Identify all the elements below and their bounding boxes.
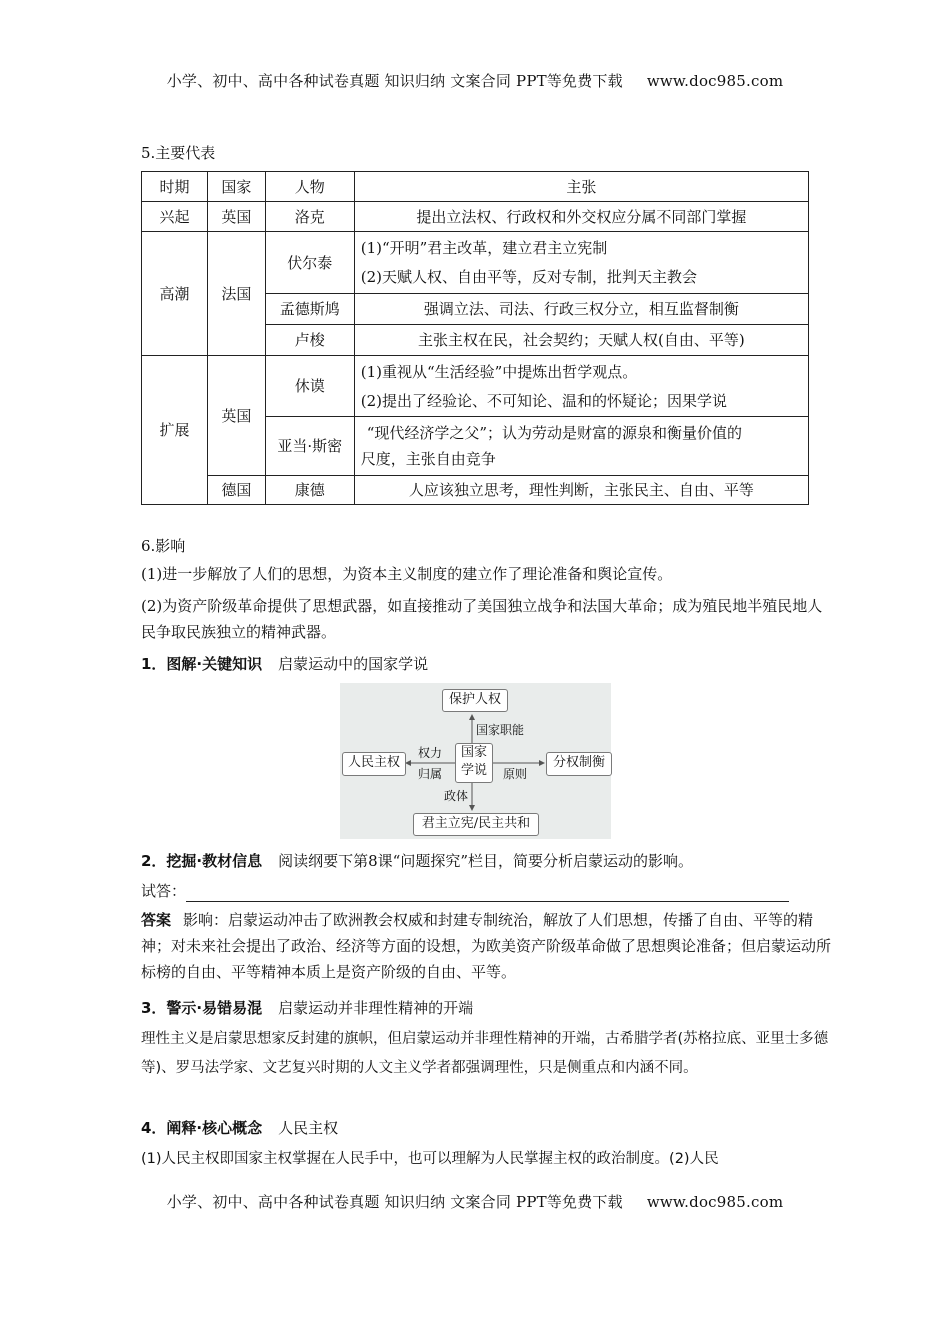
item-2-text: 阅读纲要下第8课“问题探究”栏目，简要分析启蒙运动的影响。 [278,852,694,870]
item-3-text: 启蒙运动并非理性精神的开端 [278,999,474,1017]
box-state-theory [455,743,493,783]
country-cell: 德国 [207,476,265,505]
table-row [142,202,809,232]
try-label: 试答： [141,882,187,900]
person-cell: 卢梭 [265,325,354,356]
item-3-body: 理性主义是启蒙思想家反封建的旗帜，但启蒙运动并非理性精神的开端，古希腊学者(苏格拉底、亚里士多德等)、罗马法学家、文艺复兴时期的人文主义学者都强调理性，只是侧重点和内涵不同。 [141,1031,829,1076]
label-polity: 政体 [444,789,469,803]
item-3-label: 3．警示·易错易混 [141,999,263,1017]
period-cell: 扩展 [142,356,208,505]
answer-blank[interactable] [186,885,789,902]
table-header-row [142,172,809,202]
representatives-table [141,171,809,505]
header-text: 小学、初中、高中各种试卷真题 知识归纳 文案合同 PPT等免费下载 [166,72,623,90]
table-row [142,232,809,294]
period-cell: 高潮 [142,232,208,356]
person-cell: 康德 [265,476,354,505]
page-header [0,70,950,91]
person-cell: 休谟 [265,356,354,417]
label-power-belong-2: 归属 [418,767,443,781]
box-government-form: 君主立宪/民主共和 [413,813,539,836]
claim-cell [354,417,808,476]
label-state-function: 国家职能 [476,723,525,737]
claim-cell: 人应该独立思考，理性判断，主张民主、自由、平等 [354,476,808,505]
claim-cell: 强调立法、司法、行政三权分立，相互监督制衡 [354,294,808,325]
item-4-heading [141,1117,821,1139]
country-cell: 英国 [207,202,265,232]
table-row [142,356,809,417]
section-6-para-1: (1)进一步解放了人们的思想，为资本主义制度的建立作了理论准备和舆论宣传。 [141,565,673,583]
item-1-text: 启蒙运动中的国家学说 [278,655,429,673]
col-header-claim: 主张 [354,172,808,202]
section-6-para-2: (2)为资产阶级革命提供了思想武器，如直接推动了美国独立战争和法国大革命；成为殖民地半殖民地人民争取民族独立的精神武器。 [141,597,823,641]
footer-text: 小学、初中、高中各种试卷真题 知识归纳 文案合同 PPT等免费下载 [166,1193,623,1211]
claim-cell: 主张主权在民，社会契约；天赋人权(自由、平等) [354,325,808,356]
box-popular-sovereignty: 人民主权 [342,752,406,776]
person-cell: 伏尔泰 [265,232,354,294]
item-1-label: 1．图解·关键知识 [141,655,263,673]
item-1-heading [141,653,821,675]
center-line: 学说 [460,763,487,778]
header-url: www.doc985.com [646,72,784,90]
item-3-heading [141,997,821,1019]
item-2-label: 2．挖掘·教材信息 [141,852,263,870]
claim-line: (1)“开明”君主改革，建立君主立宪制 [360,239,608,257]
col-header-person: 人物 [265,172,354,202]
label-power-belong-1: 权力 [418,746,443,760]
claim-line: (2)提出了经验论、不可知论、温和的怀疑论；因果学说 [360,391,727,410]
box-separation-of-powers: 分权制衡 [546,752,612,776]
page-footer [0,1191,950,1212]
try-answer-line [141,880,821,902]
item-4-body: (1)人民主权即国家主权掌握在人民手中，也可以理解为人民掌握主权的政治制度。(2)人民 [141,1151,719,1167]
claim-cell [354,356,808,417]
state-theory-diagram [340,683,611,839]
table-row [142,476,809,505]
country-cell: 英国 [207,356,265,476]
claim-line: “现代经济学之父”；认为劳动是财富的源泉和衡量价值的 [366,424,743,442]
footer-url: www.doc985.com [646,1193,784,1211]
center-line: 国家 [460,745,487,760]
claim-line: 尺度，主张自由竞争 [360,450,496,468]
answer-block [141,907,831,985]
box-protect-rights: 保护人权 [442,689,508,712]
person-cell: 洛克 [265,202,354,232]
person-cell: 亚当·斯密 [265,417,354,476]
country-cell: 法国 [207,232,265,356]
claim-line: (1)重视从“生活经验”中提炼出哲学观点。 [360,362,638,381]
claim-line: (2)天赋人权、自由平等，反对专制，批判天主教会 [360,268,697,286]
answer-label: 答案 [141,911,172,929]
claim-cell [354,232,808,294]
item-4-text: 人民主权 [278,1119,339,1137]
col-header-country: 国家 [207,172,265,202]
claim-cell: 提出立法权、行政权和外交权应分属不同部门掌握 [354,202,808,232]
item-4-label: 4．阐释·核心概念 [141,1119,263,1137]
section-6-title: 6.影响 [141,537,186,555]
item-2-heading [141,850,821,872]
period-cell: 兴起 [142,202,208,232]
label-principle: 原则 [503,767,528,781]
col-header-period: 时期 [142,172,208,202]
answer-text: 影响：启蒙运动冲击了欧洲教会权威和封建专制统治，解放了人们思想，传播了自由、平等的精神；对未来社会提出了政治、经济等方面的设想，为欧美资产阶级革命做了思想舆论准备；但启蒙运动所标榜的自由、平等精神本质上是资产阶级的自由、平等。 [141,911,832,981]
section-5-title: 5.主要代表 [141,144,216,162]
person-cell: 孟德斯鸠 [265,294,354,325]
